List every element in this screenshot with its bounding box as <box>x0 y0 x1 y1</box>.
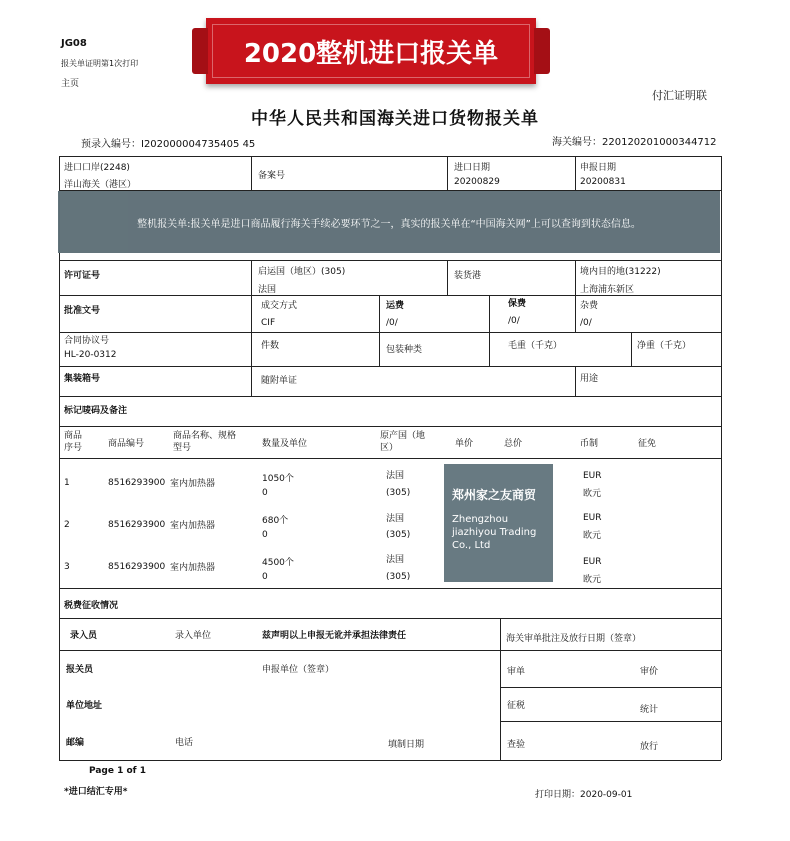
goods-qty-2: 0 <box>262 572 268 582</box>
phone-label: 电话 <box>175 738 194 748</box>
form-title: 中华人民共和国海关进口货物报关单 <box>251 109 539 129</box>
import-port-value: 洋山海关（港区） <box>64 180 137 190</box>
unit-address-label: 单位地址 <box>66 701 103 711</box>
goods-origin: 法国 <box>386 471 405 481</box>
price-review-label: 审价 <box>640 667 659 677</box>
goods-header-qty: 数量及单位 <box>262 439 308 449</box>
review-label: 审单 <box>507 667 526 677</box>
fill-date-label: 填制日期 <box>388 740 425 750</box>
goods-origin-code: (305) <box>386 488 411 498</box>
declare-unit-label: 申报单位（签章） <box>262 665 335 675</box>
banner-right-cap <box>534 28 550 74</box>
pre-entry-value: I202000004735405 45 <box>141 139 256 150</box>
import-date-value: 20200829 <box>454 177 500 187</box>
goods-header-code: 商品编号 <box>108 439 145 449</box>
customs-number <box>552 133 717 148</box>
import-port-label: 进口口岸(2248) <box>64 163 130 173</box>
customs-approval-label: 海关审单批注及放行日期（签章） <box>506 634 642 644</box>
goods-qty: 4500个 <box>262 558 294 568</box>
goods-name: 室内加热器 <box>170 521 216 531</box>
contract-value: HL-20-0312 <box>64 350 117 360</box>
goods-code: 8516293900 <box>108 520 166 530</box>
insurance-value: /0/ <box>508 316 520 326</box>
goods-currency: EUR <box>583 513 602 523</box>
pre-entry-number <box>81 135 255 150</box>
destination-label: 境内目的地(31222) <box>580 267 661 277</box>
approval-label: 批准文号 <box>64 306 101 316</box>
goods-qty: 1050个 <box>262 474 294 484</box>
tax-collect-label: 征税 <box>507 701 526 711</box>
company-stamp <box>444 464 553 582</box>
net-weight-label: 净重（千克） <box>637 341 692 351</box>
goods-name: 室内加热器 <box>170 479 216 489</box>
loading-port-label: 装货港 <box>454 271 482 281</box>
import-date-label: 进口日期 <box>454 163 491 173</box>
goods-currency-cn: 欧元 <box>583 531 602 541</box>
purpose-label: 用途 <box>580 374 599 384</box>
declaration-statement: 兹声明以上申报无讹并承担法律责任 <box>262 631 407 641</box>
title-banner <box>206 18 536 84</box>
pre-entry-label: 预录入编号： <box>81 139 141 150</box>
goods-header-total: 总价 <box>504 439 523 449</box>
entry-unit-label: 录入单位 <box>175 631 212 641</box>
goods-qty-2: 0 <box>262 488 268 498</box>
goods-currency: EUR <box>583 471 602 481</box>
gross-weight-label: 毛重（千克） <box>508 341 563 351</box>
contract-label: 合同协议号 <box>64 336 110 346</box>
misc-fee-value: /0/ <box>580 318 592 328</box>
goods-origin: 法国 <box>386 555 405 565</box>
license-label: 许可证号 <box>64 271 101 281</box>
container-label: 集装箱号 <box>64 374 101 384</box>
goods-origin-code: (305) <box>386 530 411 540</box>
copy-type: 付汇证明联 <box>652 89 707 102</box>
origin-country-label: 启运国（地区）(305) <box>258 267 346 277</box>
print-date-value: 2020-09-01 <box>580 790 633 800</box>
tax-levy-label: 税费征收情况 <box>64 601 119 611</box>
declarant-label: 报关员 <box>66 665 94 675</box>
goods-seq: 3 <box>64 562 70 572</box>
destination-value: 上海浦东新区 <box>580 285 635 295</box>
info-overlay-banner: 整机报关单:报关单是进口商品履行海关手续必要环节之一，真实的报关单在“中国海关网”上可以查询到状态信息。 <box>58 191 720 253</box>
goods-header-levy: 征免 <box>638 439 657 449</box>
statistics-label: 统计 <box>640 705 659 715</box>
entry-clerk-label: 录入员 <box>70 631 98 641</box>
print-date-label: 打印日期： <box>535 790 581 800</box>
misc-fee-label: 杂费 <box>580 301 599 311</box>
goods-code: 8516293900 <box>108 562 166 572</box>
page-indicator: Page 1 of 1 <box>89 766 146 776</box>
goods-seq: 1 <box>64 478 70 488</box>
pieces-label: 件数 <box>261 341 280 351</box>
postcode-label: 邮编 <box>66 738 85 748</box>
goods-header-seq: 商品 序号 <box>64 431 83 453</box>
goods-currency-cn: 欧元 <box>583 489 602 499</box>
goods-header-price: 单价 <box>455 439 474 449</box>
insurance-label: 保费 <box>508 299 527 309</box>
goods-header-origin: 原产国（地 区） <box>380 431 426 453</box>
deal-method-value: CIF <box>261 318 276 328</box>
freight-value: /0/ <box>386 318 398 328</box>
origin-country-value: 法国 <box>258 285 277 295</box>
home-link[interactable]: 主页 <box>61 79 80 89</box>
goods-currency-cn: 欧元 <box>583 575 602 585</box>
goods-qty-2: 0 <box>262 530 268 540</box>
marks-label: 标记唛码及备注 <box>64 406 128 416</box>
customs-no-value: 220120201000344712 <box>602 137 717 148</box>
goods-code: 8516293900 <box>108 478 166 488</box>
package-type-label: 包装种类 <box>386 345 423 355</box>
goods-name: 室内加热器 <box>170 563 216 573</box>
declare-date-value: 20200831 <box>580 177 626 187</box>
footer-note: *进口结汇专用* <box>64 787 128 797</box>
goods-qty: 680个 <box>262 516 289 526</box>
goods-origin-code: (305) <box>386 572 411 582</box>
goods-header-currency: 币制 <box>580 439 599 449</box>
goods-currency: EUR <box>583 557 602 567</box>
print-note: 报关单证明第1次打印 <box>61 59 139 68</box>
goods-origin: 法国 <box>386 514 405 524</box>
stamp-name-cn: 郑州家之友商贸 <box>452 488 537 502</box>
declare-date-label: 申报日期 <box>580 163 617 173</box>
goods-seq: 2 <box>64 520 70 530</box>
record-number-label: 备案号 <box>258 171 286 181</box>
attached-docs-label: 随附单证 <box>261 376 298 386</box>
stamp-name-en: Zhengzhou jiazhiyou Trading Co., Ltd <box>452 514 537 551</box>
goods-header-name: 商品名称、规格 型号 <box>173 431 237 453</box>
banner-left-cap <box>192 28 208 74</box>
release-label: 放行 <box>640 742 659 752</box>
print-date <box>535 787 632 800</box>
deal-method-label: 成交方式 <box>261 301 298 311</box>
inspection-label: 查验 <box>507 740 526 750</box>
customs-no-label: 海关编号： <box>552 137 602 148</box>
form-code: JG08 <box>61 38 87 49</box>
banner-text: 2020整机进口报关单 <box>243 38 499 69</box>
freight-label: 运费 <box>386 301 405 311</box>
